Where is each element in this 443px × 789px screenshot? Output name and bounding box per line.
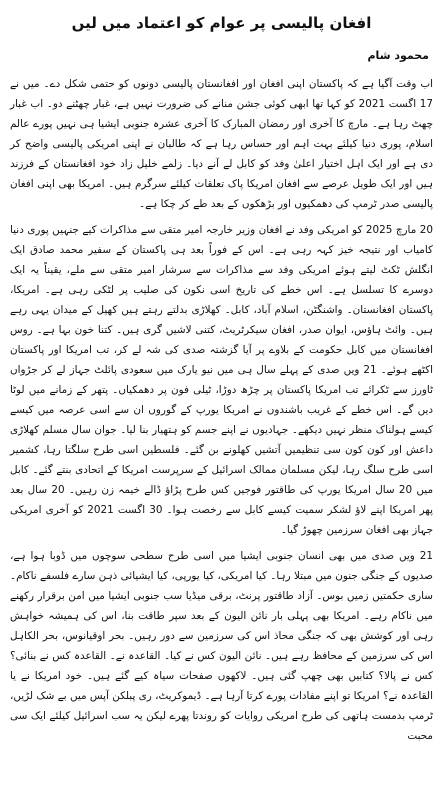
article-paragraph-3: 21 ویں صدی میں بھی انسان جنوبی ایشیا میں اسی طرح سطحی سوچوں میں ڈوبا ہوا ہے، صدیوں کے جنگی جنون میں مبتلا رہا۔ کیا امریکی، کیا یورپی، کیا ایشیائی ذہن سارے فلسفے ناکام۔ ساری حکمتیں زمیں بوس۔ آزاد طاقتور پرنٹ، برقی میڈیا سب جنوبی ایشیا میں امن برقرار رکھنے میں ناکام رہے۔ امریکا بھی پہلی بار نائن الیون کے بعد سپر طاقت بنا، اس کی ہمیشہ خواہش رہی اور کوشش بھی کہ جنگی محاذ اس کی سرزمین سے دور رہیں۔ بحر اوقیانوس، بحر الکاہل اس کی سرزمین کے محافظ رہے ہیں۔ نائن الیون کس نے کیا۔ القاعدہ نے۔ القاعدہ کس نے بنائی؟ کس نے پالا؟ کتابیں بھی چھپ گئی ہیں۔ لاکھوں صفحات سیاہ کیے گئے ہیں۔ خود امریکا نے یا القاعدہ نے؟ امریکا تو اپنے مفادات پورے کرتا آرہا ہے۔ ڈیموکریٹ، ری پبلکن آپس میں بے شک لڑیں، ٹرمپ بدمست ہاتھی کی طرح امریکی روایات کو روندتا پھرے لیکن یہ سب اسرائیل کیلئے ایک سی محبت: [10, 550, 433, 742]
article-paragraph-1: اب وقت آگیا ہے کہ پاکستان اپنی افغان اور افغانستان پالیسی دونوں کو حتمی شکل دے۔ میں نے 17 اگست 2021 کو کہا تھا ابھی کوئی جشن منانے کی ضرورت نہیں ہے، غبار چھٹنے دو۔ اب غبار چھٹ رہا ہے۔ مارچ کا آخری اور رمضان المبارک کا آخری عشرہ جنوبی ایشیا ہی نہیں پورے عالم اسلام، پوری دنیا کیلئے بہت اہم اور حساس رہا ہے کہ طالبان نے اپنی امریکی پالیسی واضح کر دی ہے اور ایک اہل اختیار اعلیٰ وفد کو کابل لے آنے دیا۔ زلمے خلیل زاد خود افغانستان کے فرزند ہیں اور ایک طویل عرصے سے افغان امریکا پاک تعلقات کیلئے سرگرم ہیں۔ امریکا بھی اپنی افغان پالیسی صدر ٹرمپ کی دھمکیوں اور بڑھکوں کے بعد طے کر چکا ہے۔: [10, 78, 433, 210]
author-name: محمود شام: [367, 49, 429, 62]
article-paragraph-2: 20 مارچ 2025 کو امریکی وفد نے افغان وزیر خارجہ امیر متقی سے مذاکرات کیے جنہیں پوری دنیا کامیاب اور نتیجہ خیز کہہ رہی ہے۔ اس کے فوراً بعد ہی پاکستان کے سفیر محمد صادق ایک انگلش ٹکٹ لیتے ہوئے امریکی وفد سے مذاکرات سے سرشار امیر متقی سے ملے، یقیناً یہ ایک دوسرے کا تسلسل ہے۔ اس خطے کی تاریخ اسی نکون کی صلیب پر لٹکی رہی ہے۔ امریکا، پاکستان افغانستان۔ واشنگٹن، اسلام آباد، کابل۔ کھلاڑی بدلتے رہتے ہیں کھیل کے میدان یہی رہے ہیں۔ وائٹ ہاؤس، ایوان صدر، افغان سیکرٹریٹ، کتنی لاشیں گری ہیں۔ کتنا خون بہا ہے۔ روس افغانستان میں کابل حکومت کے بلاوے پر آیا گزشتہ صدی کی شہ لے کر، تب امریکا اور پاکستان اکٹھے ہوئے۔ 21 ویں صدی کے پہلے سال ہی میں نیو یارک میں سعودی پائلٹ جہاز لے کر جڑواں ٹاورز سے ٹکرائے تب امریکا پاکستان پر چڑھ دوڑا، ٹیلی فون پر دھمکیاں۔ پتھر کے زمانے میں لوٹا دیں گے۔ اس خطے کے غریب باشندوں نے امریکا یورپ کے گوروں ان سے اسی عرصہ میں کیسے کیسے ہولناک منظر نہیں دیکھے۔ جہادیوں نے اپنے جسم کو ہتھیار بنا لیا۔ جوان سال مسلم کھلاڑی داعش اور کون کون سی تنظیمیں آتشیں کھلونے بن گئے۔ فلسطین اسی طرح سلگتا رہا، کشمیر اسی طرح سلگ رہا، لیکن مسلمان ممالک اسرائیل کے سرپرست امریکا کے اتحادی بنتے گئے۔ کابل میں 20 سال امریکا یورپ کی طاقتور فوجیں کس طرح پڑاؤ ڈالے خیمہ زن رہیں۔ 20 سال بعد پھر امریکا اپنے لاؤ لشکر سمیت کیسے کابل سے رخصت ہوا۔ 30 اگست 2021 کو آخری امریکی جہاز بھی افغان سرزمین چھوڑ گیا۔: [10, 224, 434, 536]
article-title: افغان پالیسی پر عوام کو اعتماد میں لیں: [71, 14, 372, 32]
